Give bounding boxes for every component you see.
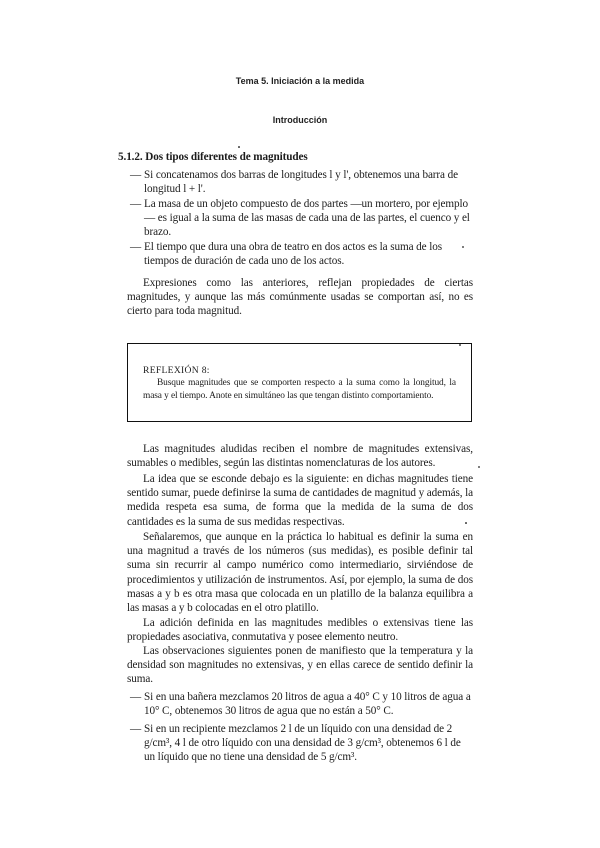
reflection-body: Busque magnitudes que se comporten respecto a la suma como la longitud, la masa y el tiempo. Anote en simultáneo las que tengan distinto comportamiento. <box>143 378 456 401</box>
document-title: Tema 5. Iniciación a la medida <box>235 76 365 86</box>
bullet-item <box>130 240 474 268</box>
bullet-item <box>130 168 474 196</box>
bullet-item <box>130 722 474 765</box>
bullet-dash: — <box>130 723 142 735</box>
bullet-dash: — <box>130 691 142 703</box>
bullet-text: La masa de un objeto compuesto de dos partes —un mortero, por ejemplo— es igual a la suma de las masas de cada una de las partes, el cuenco y el brazo. <box>144 198 470 239</box>
bullet-text: Si concatenamos dos barras de longitudes l y l', obtenemos una barra de longitud l + l'. <box>144 169 458 196</box>
bullet-dash: — <box>130 169 142 181</box>
bullet-text: Si en una bañera mezclamos 20 litros de agua a 40° C y 10 litros de agua a 10° C, obtenemos 30 litros de agua que no están a 50° C. <box>144 691 471 718</box>
section-subtitle: Introducción <box>272 115 328 125</box>
paragraph: La idea que se esconde debajo es la siguiente: en dichas magnitudes tiene sentido sumar, puede definirse la suma de cantidades de magnitud y además, la medida respeta esa suma, de forma que la medida de la suma de dos cantidades es la suma de sus medidas respectivas. <box>127 473 474 528</box>
bullet-dash: — <box>130 198 142 210</box>
paragraph: Las magnitudes aludidas reciben el nombre de magnitudes extensivas, sumables o medibles, según las distintas nomenclaturas de los autores. <box>127 443 473 470</box>
bullet-text: Si en un recipiente mezclamos 2 l de un líquido con una densidad de 2 g/cm³, 4 l de otro líquido con una densidad de 3 g/cm³, obtenemos 6 l de un líquido que no tiene una densidad de 5 g/cm³. <box>144 723 461 764</box>
paragraph: Señalaremos, que aunque en la práctica lo habitual es definir la suma en una magnitud a través de los números (sus medidas), es posible definir tal suma sin recurrir al campo numérico como intermediario, sirviéndose de procedimientos y utilización de instrumentos. Así, por ejemplo, la suma de dos masas a y b es otra masa que colocada en un platillo de la balanza equilibra a las masas a y b colocadas en el otro platillo. <box>127 531 473 615</box>
section-heading: 5.1.2. Dos tipos diferentes de magnitudes <box>118 151 308 163</box>
bullet-dash: — <box>130 241 142 253</box>
scan-speck <box>459 344 461 346</box>
paragraph: Las observaciones siguientes ponen de manifiesto que la temperatura y la densidad son magnitudes no extensivas, y en ellas carece de sentido definir la suma. <box>127 645 473 686</box>
paragraph-expressions: Expresiones como las anteriores, reflejan propiedades de ciertas magnitudes, y aunque las más comúnmente usadas se comportan así, no es cierto para toda magnitud. <box>127 277 473 318</box>
scan-speck <box>478 466 480 468</box>
reflection-title: REFLEXIÓN 8: <box>143 365 210 376</box>
bullet-item <box>130 197 474 240</box>
scan-speck <box>465 522 467 524</box>
bullet-text: El tiempo que dura una obra de teatro en dos actos es la suma de los tiempos de duración de cada uno de los actos. <box>144 241 442 268</box>
scan-speck <box>238 146 240 148</box>
bullet-item <box>130 690 474 718</box>
paragraph: La adición definida en las magnitudes medibles o extensivas tiene las propiedades asociativa, conmutativa y posee elemento neutro. <box>127 617 473 644</box>
reflection-box <box>127 343 472 422</box>
scan-speck <box>462 246 464 248</box>
